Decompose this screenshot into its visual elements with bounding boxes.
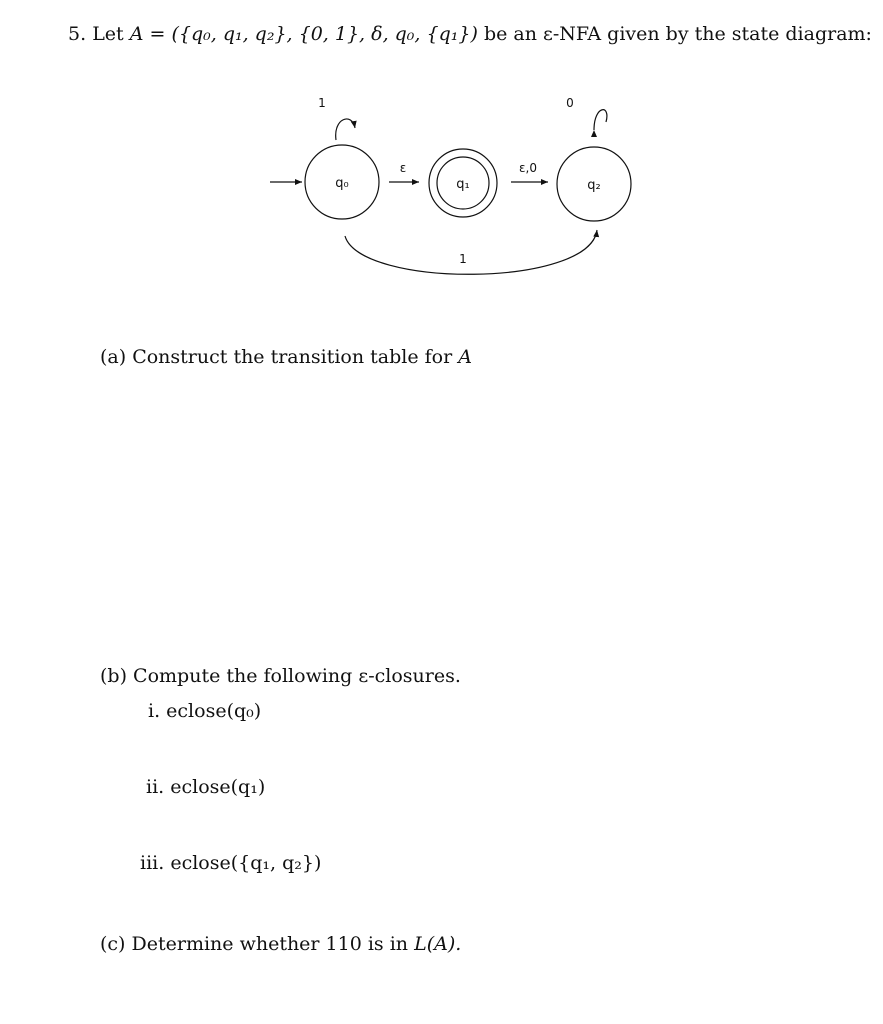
state-q0 <box>305 145 379 219</box>
part-b-item-iii-expr: eclose({q₁, q₂}) <box>170 852 322 874</box>
part-b-item-ii-expr: eclose(q₁) <box>170 776 266 798</box>
part-c-expr: L(A). <box>414 933 462 955</box>
part-a-var: A <box>458 346 472 368</box>
part-c-text: Determine whether 110 is in <box>131 933 409 955</box>
transition-q0-q1 <box>389 161 419 182</box>
part-b-text: Compute the following ε-closures. <box>133 665 461 687</box>
part-b-item-ii-marker: ii. <box>146 776 165 798</box>
part-b-marker: (b) <box>100 665 127 687</box>
state-diagram <box>0 0 883 300</box>
part-c <box>100 932 461 956</box>
part-b-item-iii-marker: iii. <box>140 852 165 874</box>
part-b-item-ii <box>146 775 265 799</box>
part-b-item-i-marker: i. <box>148 700 161 722</box>
part-a-text: Construct the transition table for <box>132 346 453 368</box>
transition-q0-q2-label: 1 <box>459 252 467 266</box>
transition-q2-self <box>566 96 607 130</box>
problem-number: 5. <box>68 23 87 45</box>
transition-q1-q2-label: ε,0 <box>519 161 537 175</box>
problem-text-before: Let <box>92 23 124 45</box>
part-b-item-i <box>148 699 261 723</box>
state-q1-label: q₁ <box>456 177 470 192</box>
part-a <box>100 345 472 369</box>
transition-q0-self <box>318 96 355 140</box>
state-q2 <box>557 147 631 221</box>
transition-q0-q2 <box>345 230 597 274</box>
automaton-tuple: A = ({q₀, q₁, q₂}, {0, 1}, δ, q₀, {q₁}) <box>129 23 478 45</box>
transition-q0-self-label: 1 <box>318 96 326 110</box>
part-b-item-iii <box>140 851 321 875</box>
state-q1 <box>429 149 497 217</box>
problem-text-after: be an ε-NFA given by the state diagram: <box>483 23 872 45</box>
state-q0-label: q₀ <box>335 176 349 191</box>
part-c-marker: (c) <box>100 933 126 955</box>
transition-q1-q2 <box>511 161 548 182</box>
part-b-item-i-expr: eclose(q₀) <box>166 700 262 722</box>
part-b <box>100 664 461 688</box>
state-q2-label: q₂ <box>587 178 601 193</box>
transition-q0-q1-label: ε <box>399 161 407 175</box>
part-a-marker: (a) <box>100 346 127 368</box>
transition-q2-self-label: 0 <box>566 96 574 110</box>
